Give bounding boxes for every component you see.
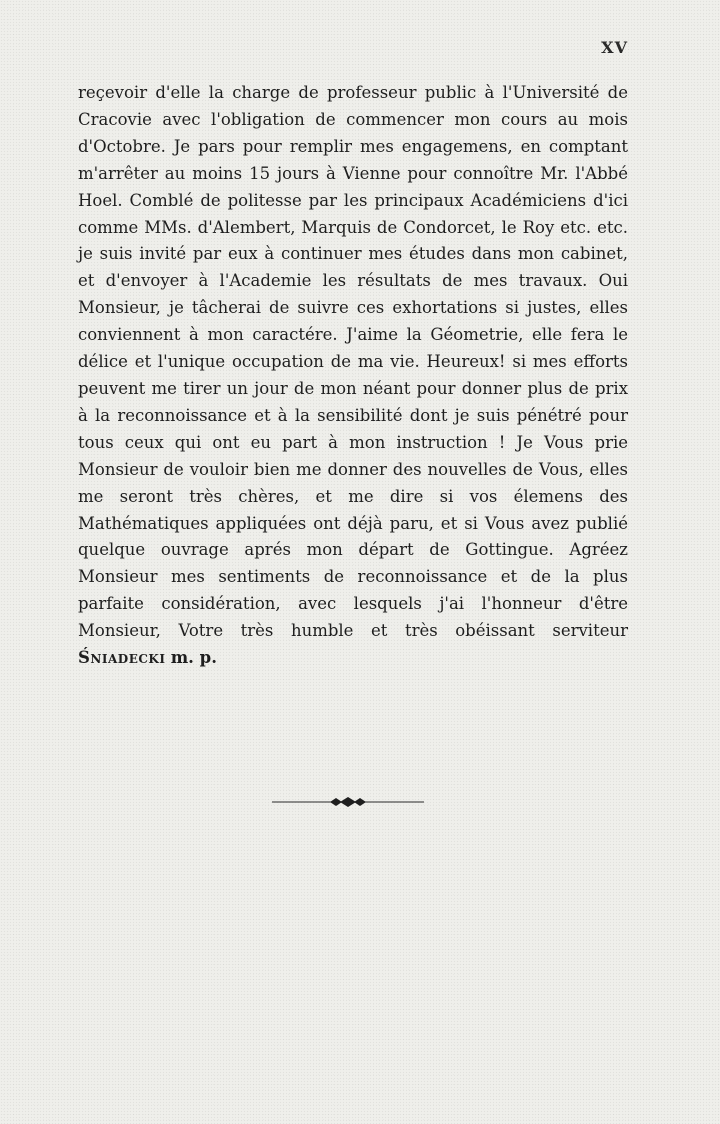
letter-text: reçevoir d'elle la charge de professeur public à l'Université de Cracovie avec l'obligation de commencer mon cours au mois d'Octobre. Je pars pour remplir mes engagemens, en comptant m'arrêter au moins 15 jours à Vienne pour connoître Mr. l'Abbé Hoel. Comblé de politesse par les principaux Académiciens d'ici comme MMs. d'Alembert, Marquis de Condorcet, le Roy etc. etc. je suis invité par eux à continuer mes études dans mon cabinet, et d'envoyer à l'Academie les résultats de mes travaux. Oui Monsieur, je tâcherai de suivre ces exhortations si justes, elles conviennent à mon caractére. J'aime la Géometrie, elle fera le délice et l'unique occupation de ma vie. Heureux! si mes efforts peuvent me tirer un jour de mon néant pour donner plus de prix à la reconnoissance et à la sensibilité dont je suis pénétré pour tous ceux qui ont eu part à mon instruction ! Je Vous prie Monsieur de vouloir bien me donner des nouvelles de Vous, elles me seront très chères, et me dire si vos élemens des Mathématiques appliquées ont déjà paru, et si Vous avez publié quelque ouvrage aprés mon départ de Gottingue. Agréez Monsieur mes sentiments de reconnoissance et de la plus parfaite considération, avec lesquels j'ai l'honneur d'être Monsieur, Votre très humble et très obéissant serviteur xyxy=(78,83,628,641)
divider-diamond-center xyxy=(340,797,356,807)
divider-diamond-right xyxy=(354,798,366,806)
ornamental-divider xyxy=(272,793,424,811)
page-number: XV xyxy=(601,38,628,57)
signature-name: Śniadecki xyxy=(78,648,166,668)
signature-suffix: m. p. xyxy=(170,648,217,668)
letter-body xyxy=(78,80,628,672)
